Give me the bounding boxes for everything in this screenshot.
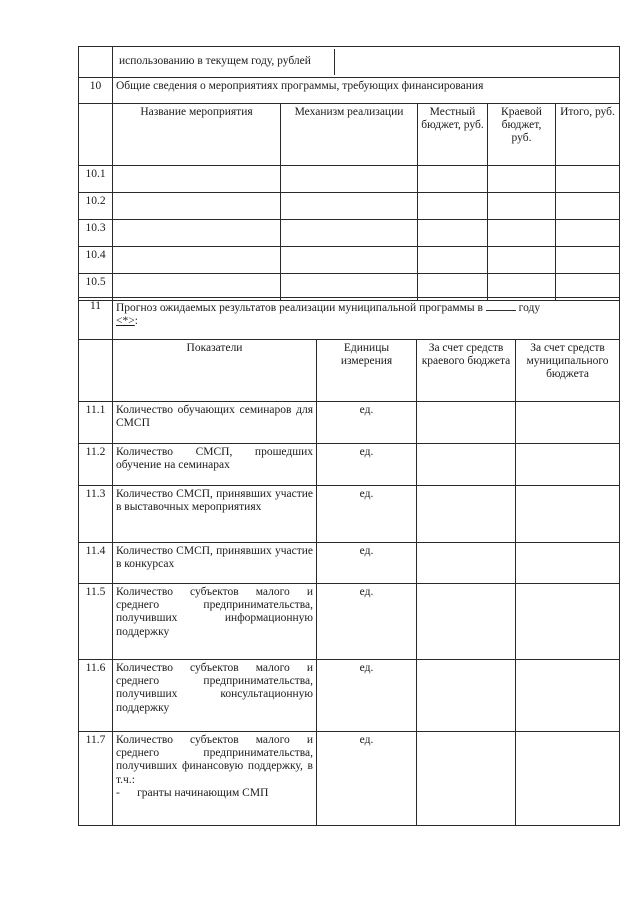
section-11-title-row — [79, 298, 620, 340]
column-header: Механизм реализации — [281, 104, 418, 166]
row-number: 10.5 — [79, 274, 113, 301]
indicator-text: Количество СМСП, принявших участие в конкурсах — [113, 543, 317, 584]
indicator-text: Количество СМСП, принявших участие в выставочных мероприятиях — [113, 486, 317, 543]
unit-cell: ед. — [317, 543, 417, 584]
table-row — [79, 584, 620, 660]
row-number: 11.6 — [79, 660, 113, 732]
section-title: Прогноз ожидаемых результатов реализации муниципальной программы в году <*>: — [113, 298, 620, 340]
sub-item: - гранты начинающим СМП — [116, 786, 269, 799]
row-number: 11.7 — [79, 732, 113, 826]
column-header: Показатели — [113, 340, 317, 402]
table-row — [79, 732, 620, 826]
section-number: 10 — [79, 78, 113, 104]
carryover-num-cell — [79, 47, 113, 78]
column-header: Местный бюджет, руб. — [418, 104, 488, 166]
column-header: Единицы измерения — [317, 340, 417, 402]
indicator-text: Количество обучающих семинаров для СМСП — [113, 402, 317, 444]
section-10-title-row — [79, 78, 620, 104]
row-number: 10.3 — [79, 220, 113, 247]
table-row — [79, 543, 620, 584]
unit-cell: ед. — [317, 402, 417, 444]
unit-cell: ед. — [317, 486, 417, 543]
column-header: За счет средств краевого бюджета — [417, 340, 516, 402]
table-row — [79, 220, 620, 247]
row-number: 10.2 — [79, 193, 113, 220]
section-title: Общие сведения о мероприятиях программы, требующих финансирования — [113, 78, 620, 104]
unit-cell: ед. — [317, 584, 417, 660]
unit-cell: ед. — [317, 444, 417, 486]
indicator-text: Количество субъектов малого и среднего предпринимательства, получивших консультационную поддержку — [113, 660, 317, 732]
column-header: Название мероприятия — [113, 104, 281, 166]
carryover-text: использованию в текущем году, рублей — [116, 49, 334, 75]
table-row — [79, 247, 620, 274]
section-11-table — [78, 297, 620, 826]
table-row — [79, 402, 620, 444]
table-row — [79, 166, 620, 193]
year-blank — [486, 300, 516, 311]
column-header: Итого, руб. — [556, 104, 620, 166]
section-10-table — [78, 46, 620, 301]
row-number: 11.2 — [79, 444, 113, 486]
indicator-text: Количество субъектов малого и среднего предпринимательства, получивших информационную поддержку — [113, 584, 317, 660]
table-row — [79, 660, 620, 732]
section-10-header-row — [79, 104, 620, 166]
table-row — [79, 444, 620, 486]
row-number: 11.1 — [79, 402, 113, 444]
table-row — [79, 486, 620, 543]
indicator-text: Количество СМСП, прошедших обучение на семинарах — [113, 444, 317, 486]
carryover-row — [79, 47, 620, 78]
row-number: 11.5 — [79, 584, 113, 660]
column-header: За счет средств муниципального бюджета — [516, 340, 620, 402]
footnote-ref: <*> — [116, 315, 135, 328]
section-11-header-row — [79, 340, 620, 402]
unit-cell: ед. — [317, 660, 417, 732]
table-row — [79, 193, 620, 220]
row-number: 10.4 — [79, 247, 113, 274]
section-number: 11 — [79, 298, 113, 340]
indicator-text: Количество субъектов малого и среднего предпринимательства, получивших финансовую поддержку, в т.ч.: - гранты начинающим СМП — [113, 732, 317, 826]
row-number: 10.1 — [79, 166, 113, 193]
row-number: 11.3 — [79, 486, 113, 543]
column-header: Краевой бюджет, руб. — [488, 104, 556, 166]
unit-cell: ед. — [317, 732, 417, 826]
row-number: 11.4 — [79, 543, 113, 584]
